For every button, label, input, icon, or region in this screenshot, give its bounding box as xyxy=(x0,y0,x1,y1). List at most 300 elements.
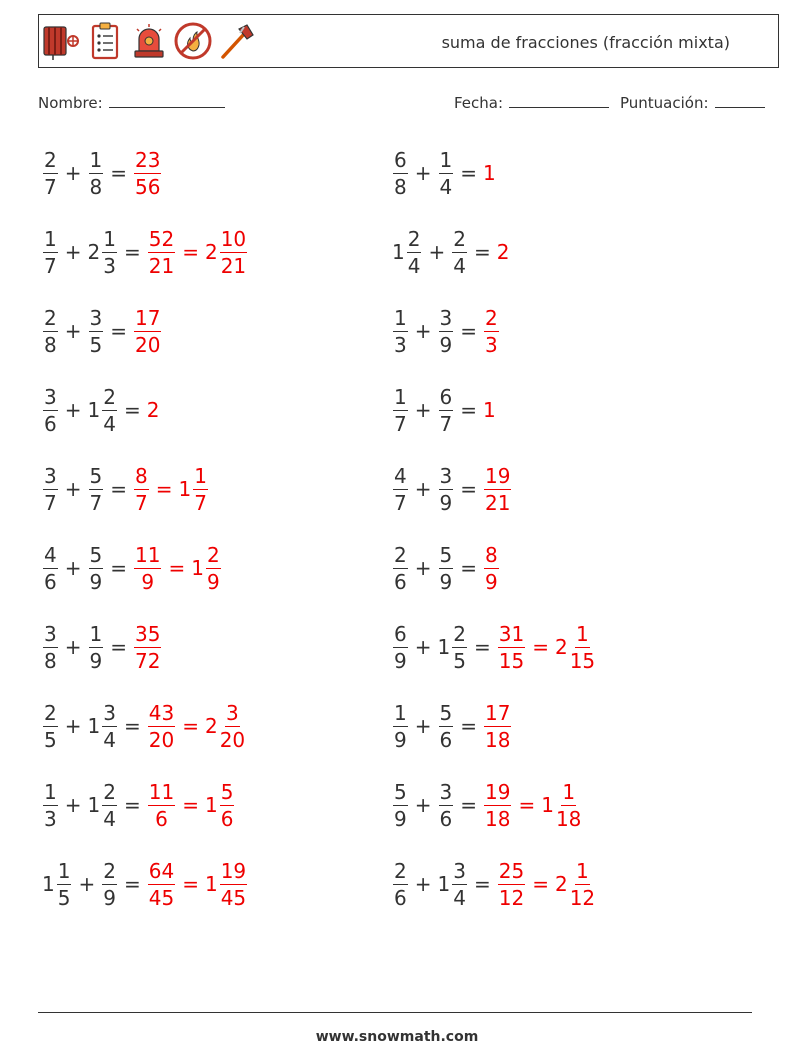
denominator: 9 xyxy=(103,885,116,910)
denominator: 9 xyxy=(439,490,453,515)
fraction xyxy=(43,305,58,357)
problem-item xyxy=(392,774,582,836)
denominator: 56 xyxy=(135,174,161,199)
numerator: 3 xyxy=(44,463,57,488)
denominator: 15 xyxy=(498,648,525,673)
addend-1 xyxy=(42,384,59,436)
fraction xyxy=(220,858,247,910)
problem-item xyxy=(42,458,209,520)
numerator: 2 xyxy=(453,226,466,251)
problem-item xyxy=(42,221,248,283)
addend-2 xyxy=(451,226,468,278)
answer-fraction xyxy=(133,305,162,357)
fraction xyxy=(43,384,58,436)
answer xyxy=(483,161,497,185)
equals-sign: = xyxy=(182,714,199,738)
denominator: 7 xyxy=(89,490,103,515)
denominator: 5 xyxy=(44,727,57,752)
numerator: 4 xyxy=(394,463,407,488)
fraction xyxy=(569,621,596,673)
answer-fraction xyxy=(483,542,500,594)
fraction xyxy=(134,305,161,357)
equals-sign: = xyxy=(168,556,186,580)
answer xyxy=(497,858,596,910)
answer xyxy=(147,398,161,422)
fraction xyxy=(393,542,408,594)
whole-part: 2 xyxy=(554,872,568,896)
plus-sign: + xyxy=(64,556,82,580)
whole-part: 2 xyxy=(87,240,101,264)
denominator: 9 xyxy=(439,569,453,594)
plus-sign: + xyxy=(414,556,432,580)
answer-fraction xyxy=(147,779,176,831)
problem-item xyxy=(42,300,162,362)
addend-1 xyxy=(392,621,409,673)
numerator: 5 xyxy=(89,542,103,567)
whole-part: 2 xyxy=(554,635,568,659)
fraction xyxy=(102,226,117,278)
whole-part: 1 xyxy=(437,872,451,896)
no-fire-sign-icon xyxy=(173,21,213,61)
fraction xyxy=(393,700,408,752)
fraction xyxy=(439,147,454,199)
denominator: 8 xyxy=(394,174,407,199)
numerator: 3 xyxy=(103,700,116,725)
numerator: 52 xyxy=(148,226,175,251)
addend-2 xyxy=(88,621,105,673)
fraction xyxy=(148,226,175,278)
fraction xyxy=(220,226,247,278)
numerator: 19 xyxy=(485,779,511,804)
plus-sign: + xyxy=(64,240,82,264)
name-blank xyxy=(109,94,225,108)
numerator: 19 xyxy=(220,858,247,883)
plus-sign: + xyxy=(64,398,82,422)
denominator: 5 xyxy=(57,885,71,910)
answer xyxy=(497,240,511,264)
problem-item xyxy=(392,379,497,441)
addend-2 xyxy=(438,305,455,357)
denominator: 20 xyxy=(135,332,161,357)
problem-item xyxy=(392,537,500,599)
denominator: 6 xyxy=(220,806,234,831)
equals-sign: = xyxy=(460,398,477,422)
equals-sign: = xyxy=(155,477,173,501)
addend-1 xyxy=(42,226,59,278)
addend-1 xyxy=(392,858,409,910)
addend-2 xyxy=(437,621,468,673)
numerator: 31 xyxy=(498,621,525,646)
plus-sign: + xyxy=(64,635,82,659)
denominator: 8 xyxy=(44,332,57,357)
denominator: 9 xyxy=(394,648,407,673)
numerator: 2 xyxy=(453,621,466,646)
answer-fraction xyxy=(147,858,176,910)
denominator: 6 xyxy=(155,806,168,831)
problem-item xyxy=(392,695,512,757)
fire-axe-icon xyxy=(217,21,257,61)
numerator: 1 xyxy=(439,147,453,172)
denominator: 9 xyxy=(89,648,103,673)
addend-1 xyxy=(42,463,59,515)
name-field xyxy=(38,94,225,112)
answer-fraction xyxy=(483,161,497,185)
answer xyxy=(483,463,512,515)
addend-1 xyxy=(392,226,422,278)
fraction xyxy=(439,305,454,357)
denominator: 7 xyxy=(439,411,453,436)
whole-part: 2 xyxy=(146,398,160,422)
answer xyxy=(483,398,497,422)
whole-part: 1 xyxy=(87,793,101,817)
denominator: 9 xyxy=(394,806,407,831)
denominator: 15 xyxy=(569,648,596,673)
addend-2 xyxy=(101,858,118,910)
plus-sign: + xyxy=(64,793,82,817)
numerator: 3 xyxy=(439,779,453,804)
fraction xyxy=(43,147,58,199)
answer xyxy=(133,621,162,673)
equals-sign: = xyxy=(123,872,141,896)
addend-1 xyxy=(42,779,59,831)
plus-sign: + xyxy=(414,872,432,896)
answer-fraction xyxy=(133,147,162,199)
equals-sign: = xyxy=(110,477,127,501)
numerator: 43 xyxy=(148,700,175,725)
fraction xyxy=(148,779,175,831)
equals-sign: = xyxy=(123,240,141,264)
answer xyxy=(497,621,596,673)
denominator: 18 xyxy=(485,727,511,752)
numerator: 1 xyxy=(89,621,103,646)
answer xyxy=(147,858,248,910)
score-field xyxy=(620,94,765,112)
addend-2 xyxy=(87,384,118,436)
problem-item xyxy=(42,142,162,204)
numerator: 1 xyxy=(103,226,116,251)
numerator: 23 xyxy=(135,147,161,172)
numerator: 5 xyxy=(89,463,103,488)
numerator: 4 xyxy=(44,542,57,567)
denominator: 45 xyxy=(220,885,247,910)
problem-item xyxy=(392,458,512,520)
answer xyxy=(483,700,512,752)
fraction xyxy=(148,858,175,910)
numerator: 2 xyxy=(394,542,407,567)
answer-fraction xyxy=(133,621,162,673)
denominator: 6 xyxy=(439,727,453,752)
equals-sign: = xyxy=(460,556,477,580)
answer-fraction xyxy=(497,240,511,264)
fraction xyxy=(193,463,208,515)
fraction xyxy=(555,779,582,831)
fraction xyxy=(407,226,422,278)
fraction xyxy=(393,621,408,673)
plus-sign: + xyxy=(64,477,82,501)
equals-sign: = xyxy=(123,398,141,422)
addend-1 xyxy=(392,700,409,752)
fraction xyxy=(43,226,58,278)
denominator: 5 xyxy=(453,648,466,673)
header-box xyxy=(38,14,779,68)
fraction xyxy=(484,305,499,357)
fraction xyxy=(134,147,161,199)
denominator: 9 xyxy=(141,569,155,594)
addend-2 xyxy=(87,700,118,752)
answer-mixed-number xyxy=(204,226,248,278)
addend-1 xyxy=(392,305,409,357)
checklist-icon xyxy=(85,21,125,61)
equals-sign: = xyxy=(182,872,199,896)
denominator: 8 xyxy=(89,174,103,199)
answer-fraction xyxy=(147,226,176,278)
numerator: 25 xyxy=(498,858,525,883)
numerator: 2 xyxy=(44,700,57,725)
numerator: 8 xyxy=(485,542,498,567)
whole-part: 2 xyxy=(204,240,218,264)
answer-fraction xyxy=(147,700,176,752)
numerator: 1 xyxy=(44,779,57,804)
denominator: 4 xyxy=(453,885,466,910)
fraction xyxy=(206,542,221,594)
fraction xyxy=(57,858,72,910)
answer-fraction xyxy=(483,305,500,357)
whole-part: 1 xyxy=(483,398,496,422)
numerator: 17 xyxy=(485,700,511,725)
fraction xyxy=(439,542,454,594)
fraction xyxy=(393,858,408,910)
footer-url: www.snowmath.com xyxy=(315,1029,479,1045)
numerator: 2 xyxy=(206,542,220,567)
fraction xyxy=(439,700,454,752)
numerator: 1 xyxy=(57,858,71,883)
fraction xyxy=(484,779,511,831)
problem-item xyxy=(42,774,235,836)
addend-2 xyxy=(88,305,105,357)
addend-2 xyxy=(88,147,105,199)
addend-2 xyxy=(88,463,105,515)
addend-1 xyxy=(392,384,409,436)
fraction xyxy=(393,779,408,831)
fraction xyxy=(219,700,246,752)
denominator: 9 xyxy=(394,727,407,752)
equals-sign: = xyxy=(110,161,127,185)
fire-alarm-siren-icon xyxy=(129,21,169,61)
addend-1 xyxy=(392,542,409,594)
answer-fraction xyxy=(483,700,512,752)
numerator: 2 xyxy=(485,305,498,330)
numerator: 3 xyxy=(44,621,57,646)
numerator: 1 xyxy=(394,305,407,330)
numerator: 6 xyxy=(394,621,407,646)
denominator: 12 xyxy=(569,885,596,910)
plus-sign: + xyxy=(64,319,82,343)
fraction xyxy=(498,621,525,673)
fraction xyxy=(134,621,161,673)
numerator: 2 xyxy=(44,305,57,330)
equals-sign: = xyxy=(182,793,199,817)
answer-mixed-number xyxy=(204,700,246,752)
answer-mixed-number xyxy=(541,779,582,831)
addend-1 xyxy=(392,463,409,515)
whole-part: 2 xyxy=(496,240,510,264)
fraction xyxy=(89,305,104,357)
fraction xyxy=(393,305,408,357)
denominator: 7 xyxy=(44,174,57,199)
addend-2 xyxy=(87,779,118,831)
addend-2 xyxy=(438,779,455,831)
denominator: 9 xyxy=(439,332,453,357)
answer-mixed-number xyxy=(178,463,209,515)
plus-sign: + xyxy=(414,714,432,738)
plus-sign: + xyxy=(414,398,432,422)
denominator: 7 xyxy=(44,490,57,515)
fraction xyxy=(498,858,525,910)
denominator: 12 xyxy=(498,885,525,910)
denominator: 7 xyxy=(135,490,148,515)
answer xyxy=(133,463,209,515)
answer xyxy=(147,779,236,831)
denominator: 6 xyxy=(44,569,57,594)
answer-mixed-number xyxy=(204,858,248,910)
denominator: 9 xyxy=(485,569,498,594)
addend-1 xyxy=(42,621,59,673)
problem-item xyxy=(42,853,248,915)
fraction xyxy=(452,226,467,278)
fraction xyxy=(148,700,175,752)
answer-fraction xyxy=(497,621,526,673)
answer xyxy=(147,700,246,752)
numerator: 10 xyxy=(220,226,247,251)
numerator: 3 xyxy=(453,858,466,883)
denominator: 7 xyxy=(194,490,207,515)
problem-item xyxy=(42,379,160,441)
equals-sign: = xyxy=(473,240,491,264)
fraction xyxy=(439,384,454,436)
numerator: 11 xyxy=(135,542,161,567)
fraction xyxy=(484,463,511,515)
answer-mixed-number xyxy=(204,779,235,831)
problem-item xyxy=(392,616,596,678)
addend-2 xyxy=(437,858,468,910)
plus-sign: + xyxy=(414,635,432,659)
date-field xyxy=(454,94,609,112)
problem-item xyxy=(42,616,162,678)
answer xyxy=(133,147,162,199)
plus-sign: + xyxy=(64,714,82,738)
equals-sign: = xyxy=(110,635,127,659)
whole-part: 1 xyxy=(204,872,218,896)
fire-hose-reel-icon xyxy=(41,21,81,61)
whole-part: 2 xyxy=(204,714,218,738)
numerator: 2 xyxy=(394,858,407,883)
fraction xyxy=(569,858,596,910)
whole-part: 1 xyxy=(87,714,101,738)
addend-2 xyxy=(88,542,105,594)
fraction xyxy=(102,384,117,436)
fraction xyxy=(393,463,408,515)
equals-sign: = xyxy=(460,714,477,738)
numerator: 3 xyxy=(439,305,453,330)
whole-part: 1 xyxy=(87,398,101,422)
denominator: 4 xyxy=(407,253,421,278)
fraction xyxy=(452,621,467,673)
equals-sign: = xyxy=(473,872,491,896)
fraction xyxy=(89,542,104,594)
denominator: 9 xyxy=(89,569,103,594)
denominator: 4 xyxy=(439,174,453,199)
addend-2 xyxy=(438,147,455,199)
fraction xyxy=(134,542,161,594)
numerator: 2 xyxy=(407,226,421,251)
denominator: 21 xyxy=(148,253,175,278)
fraction xyxy=(43,779,58,831)
answer-fraction xyxy=(497,858,526,910)
denominator: 20 xyxy=(219,727,246,752)
numerator: 35 xyxy=(135,621,161,646)
equals-sign: = xyxy=(518,793,536,817)
fraction xyxy=(43,463,58,515)
denominator: 4 xyxy=(103,727,116,752)
numerator: 17 xyxy=(135,305,161,330)
numerator: 2 xyxy=(44,147,57,172)
denominator: 21 xyxy=(485,490,511,515)
equals-sign: = xyxy=(460,161,477,185)
denominator: 7 xyxy=(394,411,407,436)
addend-2 xyxy=(438,542,455,594)
problem-item xyxy=(392,853,596,915)
fraction xyxy=(89,463,104,515)
numerator: 2 xyxy=(103,384,116,409)
denominator: 72 xyxy=(135,648,161,673)
fraction xyxy=(89,147,104,199)
fraction xyxy=(393,147,408,199)
problem-item xyxy=(392,221,510,283)
numerator: 5 xyxy=(439,700,453,725)
equals-sign: = xyxy=(460,319,477,343)
equals-sign: = xyxy=(460,793,477,817)
fraction xyxy=(439,779,454,831)
fraction xyxy=(89,621,104,673)
denominator: 6 xyxy=(439,806,453,831)
denominator: 21 xyxy=(220,253,247,278)
numerator: 1 xyxy=(89,147,103,172)
addend-2 xyxy=(438,463,455,515)
answer xyxy=(483,779,582,831)
denominator: 7 xyxy=(44,253,57,278)
name-label: Nombre: xyxy=(38,94,103,112)
equals-sign: = xyxy=(473,635,491,659)
numerator: 3 xyxy=(89,305,103,330)
fraction xyxy=(43,700,58,752)
numerator: 1 xyxy=(44,226,57,251)
answer xyxy=(483,542,500,594)
denominator: 20 xyxy=(148,727,175,752)
numerator: 3 xyxy=(226,700,239,725)
answer-fraction xyxy=(483,463,512,515)
fraction xyxy=(393,384,408,436)
denominator: 6 xyxy=(394,569,407,594)
date-blank xyxy=(509,94,609,108)
denominator: 3 xyxy=(485,332,498,357)
answer-mixed-number xyxy=(554,858,596,910)
answer-fraction xyxy=(483,398,497,422)
fraction xyxy=(484,700,511,752)
whole-part: 1 xyxy=(541,793,554,817)
denominator: 6 xyxy=(44,411,57,436)
answer xyxy=(133,305,162,357)
equals-sign: = xyxy=(123,714,141,738)
